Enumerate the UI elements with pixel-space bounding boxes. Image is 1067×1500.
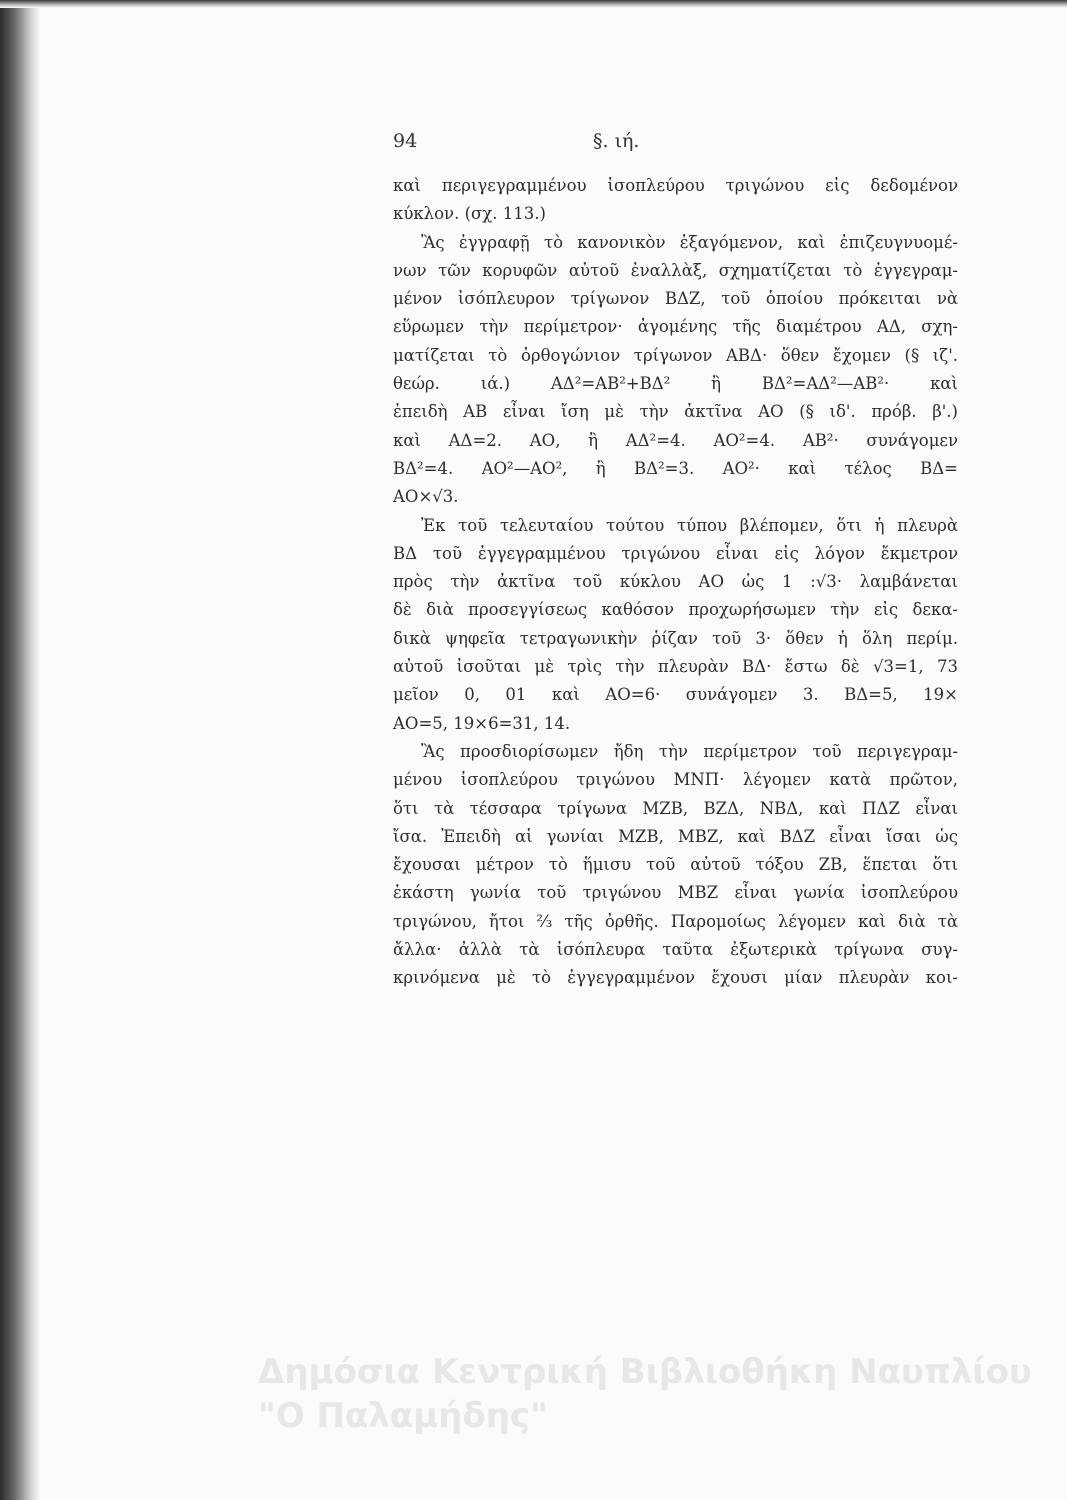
text-line: ἔχουσαι μέτρον τὸ ἥμισυ τοῦ αὐτοῦ τόξου ΖΒ, ἕπεται ὅτι — [393, 855, 958, 875]
text-line: καὶ ΑΔ=2. ΑΟ, ἢ ΑΔ²=4. ΑΟ²=4. ΑΒ²· συνάγομεν — [393, 430, 958, 450]
text-line: ἴσα. Ἐπειδὴ αἱ γωνίαι ΜΖΒ, ΜΒΖ, καὶ ΒΔΖ εἶναι ἴσαι ὡς — [393, 826, 958, 846]
watermark-line: "Ο Παλαμήδης" — [258, 1396, 548, 1436]
body-text — [393, 172, 958, 993]
page-number: 94 — [393, 130, 418, 152]
paragraph — [393, 738, 958, 993]
scan-shadow-left — [0, 0, 42, 1500]
scan-shadow-top — [0, 0, 1067, 8]
text-line: δὲ διὰ προσεγγίσεως καθόσον προχωρήσωμεν τὴν εἰς δεκα- — [393, 600, 958, 620]
text-line: νων τῶν κορυφῶν αὐτοῦ ἐναλλὰξ, σχηματίζεται τὸ ἐγγεγραμ- — [393, 260, 958, 280]
paragraph — [393, 229, 958, 512]
text-line: δικὰ ψηφεῖα τετραγωνικὴν ῥίζαν τοῦ 3· ὅθεν ἡ ὅλη περίμ. — [393, 628, 958, 648]
page-header — [393, 130, 733, 156]
text-line: ἐπειδὴ ΑΒ εἶναι ἴση μὲ τὴν ἀκτῖνα ΑΟ (§ ιδ'. πρόβ. β'.) — [393, 402, 958, 422]
text-line: κύκλον. (σχ. 113.) — [393, 204, 546, 224]
text-line: ΒΔ²=4. ΑΟ²—ΑΟ², ἢ ΒΔ²=3. ΑΟ²· καὶ τέλος ΒΔ= — [393, 458, 958, 478]
text-line: μεῖον 0, 01 καὶ ΑΟ=6· συνάγομεν 3. ΒΔ=5, 19× — [393, 685, 958, 705]
text-line: ὅτι τὰ τέσσαρα τρίγωνα ΜΖΒ, ΒΖΔ, ΝΒΔ, καὶ ΠΔΖ εἶναι — [393, 798, 958, 818]
section-mark: §. ιή. — [593, 130, 640, 152]
text-line: θεώρ. ιά.) ΑΔ²=ΑΒ²+ΒΔ² ἢ ΒΔ²=ΑΔ²—ΑΒ²· καὶ — [393, 374, 958, 394]
text-line: μένον ἰσόπλευρον τρίγωνον ΒΔΖ, τοῦ ὁποίου πρόκειται νὰ — [393, 289, 958, 309]
text-line: ΑΟ×√3. — [393, 487, 459, 507]
text-line: Ἂς προσδιορίσωμεν ἤδη τὴν περίμετρον τοῦ περιγεγραμ- — [421, 741, 958, 761]
paragraph — [393, 512, 958, 738]
text-line: ἄλλα· ἀλλὰ τὰ ἰσόπλευρα ταῦτα ἐξωτερικὰ τρίγωνα συγ- — [393, 940, 958, 960]
text-line: καὶ περιγεγραμμένου ἰσοπλεύρου τριγώνου εἰς δεδομένον — [393, 176, 958, 195]
text-line: Ἐκ τοῦ τελευταίου τούτου τύπου βλέπομεν, ὅτι ἡ πλευρὰ — [421, 515, 958, 535]
text-line: πρὸς τὴν ἀκτῖνα τοῦ κύκλου ΑΟ ὡς 1 :√3· λαμβάνεται — [393, 572, 958, 592]
text-line: εὕρωμεν τὴν περίμετρον· ἀγομένης τῆς διαμέτρου ΑΔ, σχη- — [393, 317, 958, 337]
text-line: αὐτοῦ ἰσοῦται μὲ τρὶς τὴν πλευρὰν ΒΔ· ἔστω δὲ √3=1, 73 — [393, 657, 958, 677]
text-line: μένου ἰσοπλεύρου τριγώνου ΜΝΠ· λέγομεν κατὰ πρῶτον, — [393, 770, 958, 790]
text-line: ματίζεται τὸ ὀρθογώνιον τρίγωνον ΑΒΔ· ὅθεν ἔχομεν (§ ιζ'. — [393, 345, 958, 365]
paragraph — [393, 172, 958, 229]
text-line: ΑΟ=5, 19×6=31, 14. — [393, 713, 571, 733]
text-line: ἑκάστη γωνία τοῦ τριγώνου ΜΒΖ εἶναι γωνία ἰσοπλεύρου — [393, 883, 958, 903]
text-line: Ἂς ἐγγραφῇ τὸ κανονικὸν ἑξαγόμενον, καὶ ἐπιζευγνυομέ- — [421, 232, 958, 252]
text-line: κρινόμενα μὲ τὸ ἐγγεγραμμένον ἔχουσι μίαν πλευρὰν κοι- — [393, 968, 958, 988]
watermark-line: Δημόσια Κεντρική Βιβλιοθήκη Ναυπλίου — [258, 1352, 1032, 1392]
text-line: ΒΔ τοῦ ἐγγεγραμμένου τριγώνου εἶναι εἰς λόγον ἔκμετρον — [393, 543, 958, 563]
text-line: τριγώνου, ἤτοι ⅔ τῆς ὀρθῆς. Παρομοίως λέγομεν καὶ διὰ τὰ — [393, 911, 958, 931]
